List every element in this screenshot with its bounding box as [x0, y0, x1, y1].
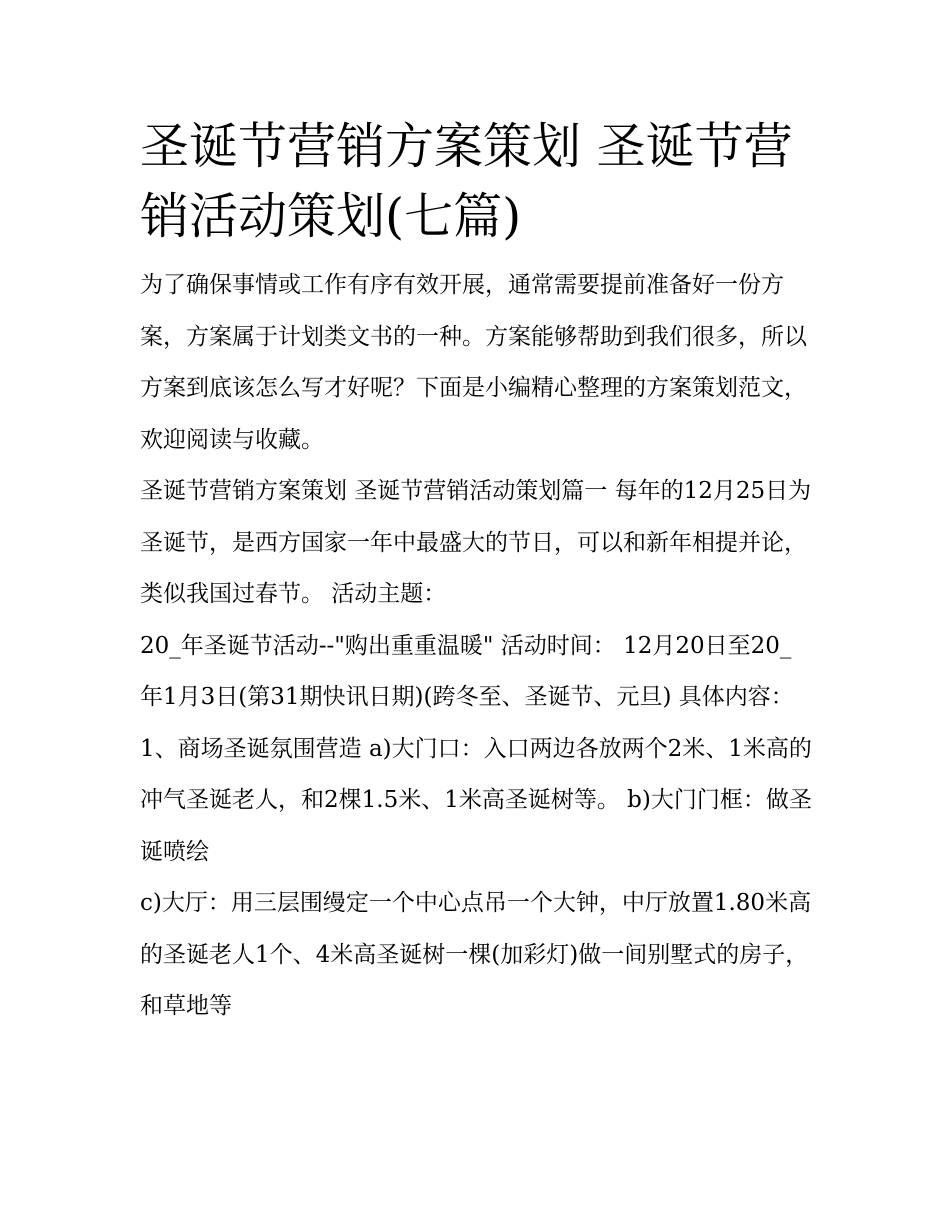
paragraph-intro: 为了确保事情或工作有序有效开展，通常需要提前准备好一份方案，方案属于计划类文书的一种。方案能够帮助到我们很多，所以方案到底该怎么写才好呢？下面是小编精心整理的方案策划范文，欢迎阅读与收藏。: [140, 272, 807, 453]
document-title: 圣诞节营销方案策划 圣诞节营销活动策划(七篇): [140, 118, 793, 245]
document-content: [140, 112, 812, 1033]
paragraph-activity-time: 20_年圣诞节活动--"购出重重温暖" 活动时间： 12月20日至20_年1月3日(第31期快讯日期)(跨冬至、圣诞节、元旦) 具体内容：: [140, 632, 794, 710]
paragraph-decoration-hall: c)大厅：用三层围缦定一个中心点吊一个大钟，中厅放置1.80米高的圣诞老人1个、4米高圣诞树一棵(加彩灯)做一间别墅式的房子，和草地等: [140, 890, 812, 1019]
paragraph-decoration-entrance: 1、商场圣诞氛围营造 a)大门口：入口两边各放两个2米、1米高的冲气圣诞老人，和2棵1.5米、1米高圣诞树等。 b)大门门框：做圣诞喷绘: [140, 735, 812, 865]
paragraph-article-one: 圣诞节营销方案策划 圣诞节营销活动策划篇一 每年的12月25日为圣诞节，是西方国家一年中最盛大的节日，可以和新年相提并论，类似我国过春节。 活动主题：: [140, 478, 812, 607]
